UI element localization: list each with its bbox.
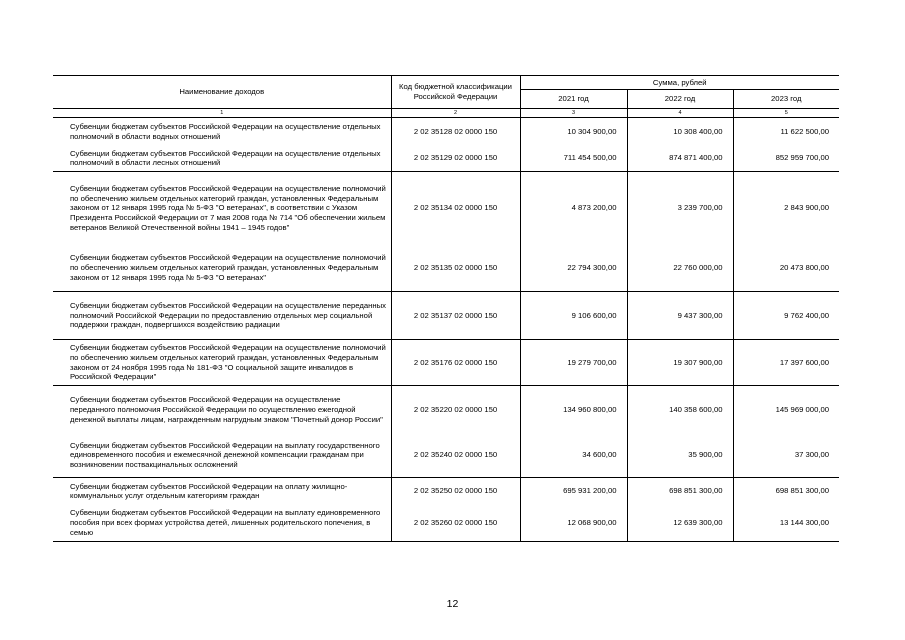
row-value-2022: 874 871 400,00 [627, 146, 733, 172]
column-number: 5 [733, 109, 839, 118]
table-row [53, 386, 839, 434]
row-value-2023: 37 300,00 [794, 450, 830, 460]
table-row [53, 340, 839, 386]
column-number: 1 [53, 109, 391, 118]
row-code: 2 02 35176 02 0000 150 [391, 340, 520, 386]
row-name: Субвенции бюджетам субъектов Российской Федерации на оплату жилищно-коммунальных услуг отдельным категориям граждан [53, 478, 391, 505]
row-name: Субвенции бюджетам субъектов Российской Федерации на осуществление полномочий по обеспечению жильем отдельных категорий граждан, установленных Федеральным законом от 12 января 1995 года № 5-ФЗ "О ветеранах", в соответствии с Указом Президента Российской Федерации от 7 мая 2008 года № 714 "Об обеспечении жильем ветеранов Великой Отечественной войны 1941 – 1945 годов" [53, 172, 391, 245]
row-name: Субвенции бюджетам субъектов Российской Федерации на осуществление переданного полномочия Российской Федерации по осуществлению ежегодной денежной выплаты лицам, награжденным нагрудным знаком "Почетный донор России" [53, 386, 391, 434]
table-row [53, 118, 839, 146]
row-value-2021: 10 304 900,00 [520, 118, 627, 146]
row-code: 2 02 35128 02 0000 150 [391, 118, 520, 146]
row-value-2021: 711 454 500,00 [520, 146, 627, 172]
table-row [53, 434, 839, 478]
row-value-2021: 12 068 900,00 [520, 505, 627, 542]
row-value-2022: 35 900,00 [627, 434, 733, 478]
header-year-2023: 2023 год [733, 90, 839, 109]
table-row [53, 146, 839, 172]
table-row [53, 172, 839, 245]
header-code: Код бюджетной классификации Российской Федерации [391, 76, 520, 109]
row-value-2022: 3 239 700,00 [627, 172, 733, 245]
row-value-2021: 695 931 200,00 [520, 478, 627, 505]
revenue-table [53, 75, 839, 542]
column-number: 2 [391, 109, 520, 118]
row-name: Субвенции бюджетам субъектов Российской Федерации на выплату единовременного пособия при всех формах устройства детей, лишенных родительского попечения, в семью [53, 505, 391, 542]
table-row [53, 292, 839, 340]
column-number: 4 [627, 109, 733, 118]
row-value-2022: 22 760 000,00 [627, 245, 733, 292]
table-row [53, 505, 839, 542]
row-value-2023: 20 473 800,00 [779, 262, 830, 272]
row-value-2023: 2 843 900,00 [733, 172, 839, 245]
row-value-2022: 140 358 600,00 [627, 386, 733, 434]
header-year-2021: 2021 год [520, 90, 627, 109]
table-row [53, 478, 839, 505]
page-number: 12 [446, 598, 459, 610]
row-code: 2 02 35240 02 0000 150 [391, 434, 520, 478]
row-value-2022: 10 308 400,00 [627, 118, 733, 146]
table-header [53, 76, 839, 118]
row-name: Субвенции бюджетам субъектов Российской Федерации на осуществление отдельных полномочий в области водных отношений [53, 118, 391, 146]
row-value-2021: 34 600,00 [520, 434, 627, 478]
row-name: Субвенции бюджетам субъектов Российской Федерации на осуществление переданных полномочий Российской Федерации по предоставлению отдельных мер социальной поддержки граждан, подвергшихся воздействию радиации [53, 292, 391, 340]
row-code: 2 02 35250 02 0000 150 [391, 478, 520, 505]
row-code: 2 02 35135 02 0000 150 [391, 245, 520, 292]
row-value-2023: 9 762 400,00 [733, 292, 839, 340]
row-value-2021: 19 279 700,00 [520, 340, 627, 386]
row-value-2022: 9 437 300,00 [627, 292, 733, 340]
header-year-2022: 2022 год [627, 90, 733, 109]
row-name: Субвенции бюджетам субъектов Российской Федерации на осуществление отдельных полномочий в области лесных отношений [53, 146, 391, 172]
header-sum: Сумма, рублей [520, 76, 839, 90]
row-value-2023: 145 969 000,00 [733, 386, 839, 434]
row-value-2023: 11 622 500,00 [780, 126, 830, 136]
column-numbers-row [53, 109, 839, 118]
row-code: 2 02 35260 02 0000 150 [391, 505, 520, 542]
row-value-2021: 22 794 300,00 [520, 245, 627, 292]
row-value-2023: 698 851 300,00 [733, 478, 839, 505]
row-value-2023: 13 144 300,00 [733, 505, 839, 542]
row-code: 2 02 35220 02 0000 150 [391, 386, 520, 434]
header-name: Наименование доходов [53, 76, 391, 109]
row-value-2021: 134 960 800,00 [520, 386, 627, 434]
row-value-2023: 852 959 700,00 [775, 153, 830, 163]
row-value-2021: 9 106 600,00 [520, 292, 627, 340]
row-name: Субвенции бюджетам субъектов Российской Федерации на выплату государственного единовременного пособия и ежемесячной денежной компенсации гражданам при возникновении поствакцинальных осложнений [53, 434, 391, 478]
row-value-2022: 19 307 900,00 [627, 340, 733, 386]
row-name: Субвенции бюджетам субъектов Российской Федерации на осуществление полномочий по обеспечению жильем отдельных категорий граждан, установленных Федеральным законом от 12 января 1995 года № 5-ФЗ "О ветеранах" [53, 245, 391, 292]
row-value-2021: 4 873 200,00 [520, 172, 627, 245]
row-code: 2 02 35134 02 0000 150 [391, 172, 520, 245]
table-row [53, 245, 839, 292]
row-code: 2 02 35137 02 0000 150 [391, 292, 520, 340]
row-value-2023: 17 397 600,00 [733, 340, 839, 386]
table-body [53, 118, 839, 542]
row-value-2022: 12 639 300,00 [627, 505, 733, 542]
row-code: 2 02 35129 02 0000 150 [391, 146, 520, 172]
row-value-2022: 698 851 300,00 [627, 478, 733, 505]
row-name: Субвенции бюджетам субъектов Российской Федерации на осуществление полномочий по обеспечению жильем отдельных категорий граждан, установленных Федеральным законом от 24 ноября 1995 года № 181-ФЗ "О социальной защите инвалидов в Российской Федерации" [53, 340, 391, 386]
column-number: 3 [520, 109, 627, 118]
